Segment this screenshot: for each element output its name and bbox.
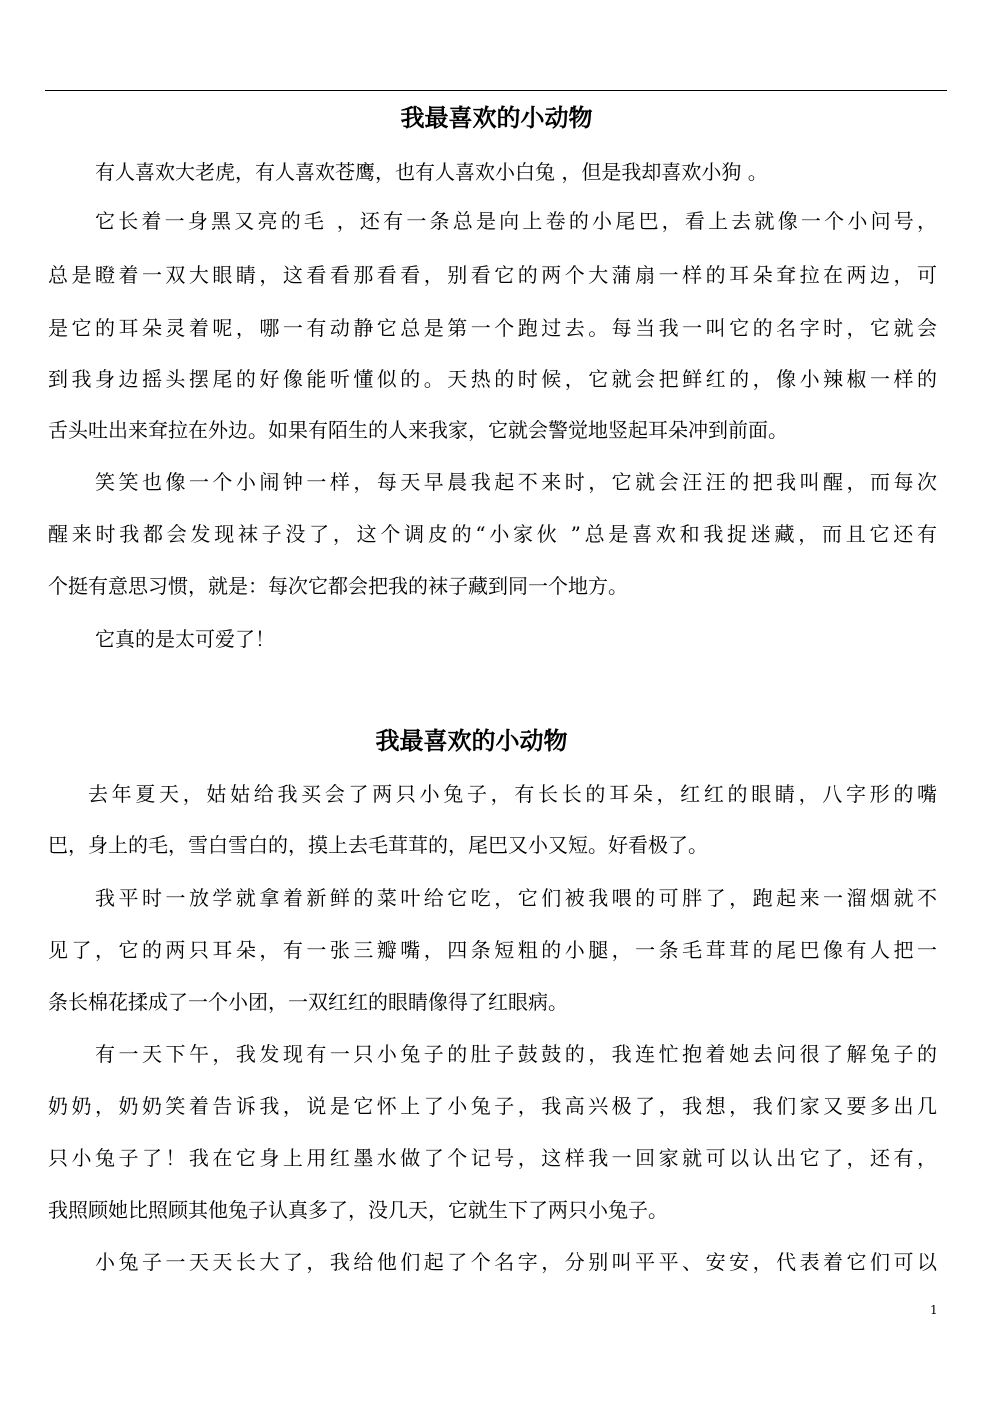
paragraph-2-line-1: 它长着一身黑又亮的毛 ，还有一条总是向上卷的小尾巴，看上去就像一个小问号， — [95, 209, 937, 233]
header-rule — [45, 90, 947, 91]
paragraph-3-line-2: 醒来时我都会发现袜子没了，这个调皮的“小家伙 ”总是喜欢和我捉迷藏，而且它还有 — [48, 522, 937, 546]
page-number: 1 — [930, 1303, 938, 1317]
paragraph-2-line-4: 到我身边摇头摆尾的好像能听懂似的。天热的时候，它就会把鲜红的，像小辣椒一样的 — [48, 367, 937, 391]
paragraph-1-line: 有人喜欢大老虎，有人喜欢苍鹰，也有人喜欢小白兔 ，但是我却喜欢小狗 。 — [95, 160, 768, 184]
paragraph-3-line-1: 笑笑也像一个小闹钟一样，每天早晨我起不来时，它就会汪汪的把我叫醒，而每次 — [95, 470, 937, 494]
essay-title-2: 我最喜欢的小动物 — [375, 726, 568, 755]
paragraph-2-line-3: 是它的耳朵灵着呢，哪一有动静它总是第一个跑过去。每当我一叫它的名字时，它就会 — [48, 316, 937, 340]
paragraph-2-line-5: 舌头吐出来耷拉在外边。如果有陌生的人来我家，它就会警觉地竖起耳朵冲到前面。 — [48, 418, 788, 442]
essay2-paragraph-1-line-2: 巴，身上的毛，雪白雪白的，摸上去毛茸茸的，尾巴又小又短。好看极了。 — [48, 833, 708, 857]
paragraph-3-line-3: 个挺有意思习惯，就是：每次它都会把我的袜子藏到同一个地方。 — [48, 574, 628, 598]
essay2-paragraph-3-line-3: 只小兔子了！我在它身上用红墨水做了个记号，这样我一回家就可以认出它了，还有， — [48, 1146, 937, 1170]
paragraph-2-line-2: 总是瞪着一双大眼睛，这看看那看看，别看它的两个大蒲扇一样的耳朵耷拉在两边，可 — [48, 263, 937, 287]
essay2-paragraph-2-line-3: 条长棉花揉成了一个小团，一双红红的眼睛像得了红眼病。 — [48, 990, 568, 1014]
essay2-paragraph-2-line-1: 我平时一放学就拿着新鲜的菜叶给它吃，它们被我喂的可胖了，跑起来一溜烟就不 — [95, 886, 937, 910]
essay2-paragraph-3-line-2: 奶奶，奶奶笑着告诉我，说是它怀上了小兔子，我高兴极了，我想，我们家又要多出几 — [48, 1094, 937, 1118]
essay2-paragraph-1-line-1: 去年夏天，姑姑给我买会了两只小兔子，有长长的耳朵，红红的眼睛，八字形的嘴 — [88, 782, 937, 806]
essay-title-1: 我最喜欢的小动物 — [400, 103, 593, 132]
essay2-paragraph-3-line-4: 我照顾她比照顾其他兔子认真多了，没几天，它就生下了两只小兔子。 — [48, 1198, 668, 1222]
essay2-paragraph-3-line-1: 有一天下午，我发现有一只小兔子的肚子鼓鼓的，我连忙抱着她去问很了解兔子的 — [95, 1042, 937, 1066]
essay2-paragraph-4-line-1: 小兔子一天天长大了，我给他们起了个名字，分别叫平平、安安，代表着它们可以 — [95, 1250, 937, 1274]
essay2-paragraph-2-line-2: 见了，它的两只耳朵，有一张三瓣嘴，四条短粗的小腿，一条毛茸茸的尾巴像有人把一 — [48, 938, 937, 962]
paragraph-4-line: 它真的是太可爱了！ — [95, 627, 275, 651]
